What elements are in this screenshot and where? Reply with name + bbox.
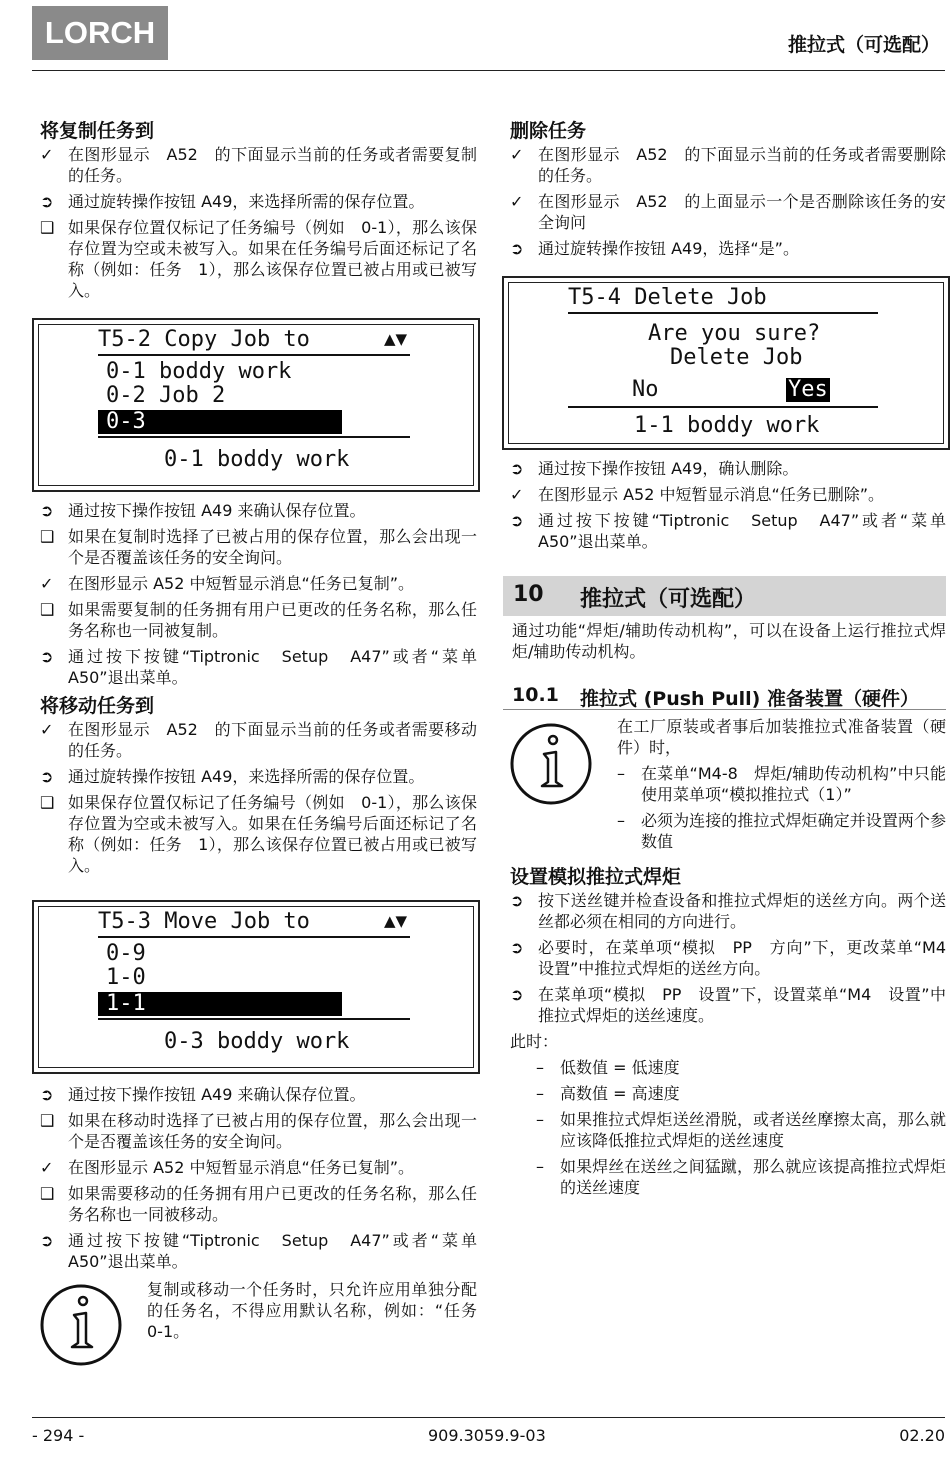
- list-item-text: 在图形显示 A52 的上面显示一个是否删除该任务的安全询问: [538, 192, 946, 232]
- lcd-title: T5-4 Delete Job: [568, 285, 767, 310]
- bullet-icon: ➲: [40, 1231, 54, 1250]
- bullet-icon: ➲: [40, 501, 54, 520]
- setup-section: [510, 864, 946, 1203]
- bullet-icon: ✓: [40, 574, 54, 593]
- list-item-text: 必要时，在菜单项“模拟 PP 方向”下，更改菜单“M4 设置”中推拉式焊炬的送丝方向。: [538, 938, 946, 978]
- list-item-text: 如果在复制时选择了已被占用的保存位置，那么会出现一个是否覆盖该任务的安全询问。: [68, 527, 477, 567]
- doc-date: 02.20: [899, 1426, 945, 1445]
- bullet-icon: ❑: [40, 1184, 55, 1203]
- list-item-text: 在图形显示 A52 的下面显示当前的任务或者需要移动的任务。: [68, 720, 477, 760]
- lorch-logo: LORCH: [32, 6, 168, 60]
- setup-list: [510, 890, 946, 1026]
- lcd-row-selected[interactable]: 1-1: [98, 992, 342, 1016]
- delete-list-2: [510, 458, 946, 552]
- scroll-arrows-icon: ▲▼: [384, 912, 408, 930]
- bullet-icon: ✓: [40, 720, 54, 739]
- lcd-row[interactable]: 1-0: [106, 965, 146, 990]
- scroll-arrows-icon: ▲▼: [384, 330, 408, 348]
- lcd-divider: [568, 312, 878, 314]
- move-list-1: [40, 719, 477, 876]
- lcd-footer: 1-1 boddy work: [634, 413, 820, 438]
- copy-list-1: [40, 144, 477, 301]
- bullet-icon: ➲: [510, 891, 524, 910]
- lcd-row[interactable]: 0-9: [106, 941, 146, 966]
- dash-item-text: 高数值 = 高速度: [560, 1084, 680, 1103]
- lcd-title: T5-3 Move Job to: [98, 909, 310, 934]
- list-item: [40, 646, 477, 688]
- dash-item-text: 如果推拉式焊炬送丝滑脱，或者送丝摩擦太高，那么就应该降低推拉式焊炬的送丝速度: [560, 1110, 946, 1150]
- list-item-text: 通过按下按键“Tiptronic Setup A47”或者“菜单 A50”退出菜单。: [68, 647, 477, 687]
- lcd-divider: [98, 436, 410, 438]
- copy-heading: 将复制任务到: [40, 120, 155, 142]
- bullet-icon: ❑: [40, 218, 55, 237]
- list-item: [510, 458, 946, 479]
- dash-icon: –: [536, 1084, 544, 1103]
- lcd-row[interactable]: 0-2 Job 2: [106, 383, 226, 408]
- list-item: [40, 1110, 477, 1152]
- dash-item-text: 如果焊丝在送丝之间猛蹴，那么就应该提高推拉式焊炬的送丝速度: [560, 1157, 946, 1197]
- dash-item: [617, 763, 946, 805]
- dash-item-text: 在菜单“M4-8 焊炬/辅助传动机构”中只能使用菜单项“模拟推拉式（1）”: [641, 764, 946, 804]
- list-item: [510, 510, 946, 552]
- yes-option[interactable]: Yes: [788, 377, 828, 402]
- delete-heading: 删除任务: [510, 120, 587, 142]
- header-divider: [32, 70, 945, 71]
- info-block: [617, 716, 946, 857]
- list-item: [40, 1084, 477, 1105]
- list-item: [40, 766, 477, 787]
- lcd-question: Are you sure?: [648, 321, 821, 346]
- bullet-icon: ✓: [40, 1158, 54, 1177]
- lcd-action: Delete Job: [670, 345, 803, 370]
- lcd-row-selected[interactable]: 0-3: [98, 410, 342, 434]
- copy-section: [40, 118, 477, 306]
- bullet-icon: ➲: [510, 239, 524, 258]
- bullet-icon: ➲: [40, 192, 54, 211]
- info-dash-list: [617, 763, 946, 852]
- list-item-text: 通过旋转操作按钮 A49，选择“是”。: [538, 239, 799, 258]
- bullet-icon: ➲: [510, 511, 524, 530]
- dash-icon: –: [617, 811, 625, 830]
- list-item-text: 通过按下操作按钮 A49，确认删除。: [538, 459, 799, 478]
- lcd-row[interactable]: 0-1 boddy work: [106, 359, 292, 384]
- list-item-text: 通过旋转操作按钮 A49，来选择所需的保存位置。: [68, 767, 425, 786]
- bullet-icon: ❑: [40, 793, 55, 812]
- info-icon: [508, 722, 594, 806]
- setup-heading: 设置模拟推拉式焊炬: [510, 866, 682, 888]
- dash-item-text: 必须为连接的推拉式焊炬确定并设置两个参数值: [641, 811, 946, 851]
- list-item: [40, 1230, 477, 1272]
- subsection-underline: [503, 709, 946, 710]
- info-text: 在工厂原装或者事后加装推拉式准备装置（硬件）时，: [617, 717, 946, 757]
- list-item: [40, 573, 477, 594]
- lcd-divider: [98, 936, 410, 938]
- move-heading: 将移动任务到: [40, 695, 155, 717]
- list-item-text: 通过按下操作按钮 A49 来确认保存位置。: [68, 1085, 366, 1104]
- section-intro: 通过功能“焊炬/辅助传动机构”，可以在设备上运行推拉式焊炬/辅助传动机构。: [512, 621, 946, 661]
- bullet-icon: ➲: [40, 647, 54, 666]
- list-item-text: 在图形显示 A52 中短暂显示消息“任务已复制”。: [68, 1158, 415, 1177]
- delete-section: [510, 118, 946, 264]
- list-item-text: 按下送丝键并检查设备和推拉式焊炬的送丝方向。两个送丝都必须在相同的方向进行。: [538, 891, 946, 931]
- doc-number: 909.3059.9-03: [428, 1426, 546, 1445]
- list-item: [40, 599, 477, 641]
- bullet-icon: ✓: [510, 145, 524, 164]
- move-list-2: [40, 1084, 477, 1272]
- lcd-divider: [98, 354, 410, 356]
- lcd-move-job: [32, 900, 480, 1074]
- lcd-title: T5-2 Copy Job to: [98, 327, 310, 352]
- list-item-text: 在菜单项“模拟 PP 设置”下，设置菜单“M4 设置”中推拉式焊炬的送丝速度。: [538, 985, 946, 1025]
- bullet-icon: ➲: [40, 1085, 54, 1104]
- dash-item: [617, 810, 946, 852]
- dash-icon: –: [536, 1157, 544, 1176]
- dash-icon: –: [536, 1110, 544, 1129]
- list-item: [40, 144, 477, 186]
- section-number: 10: [513, 582, 544, 607]
- list-item: [510, 191, 946, 233]
- list-item-text: 通过按下操作按钮 A49 来确认保存位置。: [68, 501, 366, 520]
- list-item: [510, 484, 946, 505]
- lcd-delete-job: [502, 276, 950, 450]
- lcd-divider: [568, 406, 878, 408]
- bullet-icon: ✓: [510, 485, 524, 504]
- list-item-text: 如果保存位置仅标记了任务编号（例如 0-1），那么该保存位置为空或未被写入。如果在任务编号后面还标记了名称（例如：任务 1），那么该保存位置已被占用或已被写入。: [68, 793, 477, 875]
- dash-icon: –: [617, 764, 625, 783]
- list-item-text: 如果保存位置仅标记了任务编号（例如 0-1），那么该保存位置为空或未被写入。如果在任务编号后面还标记了名称（例如：任务 1），那么该保存位置已被占用或已被写入。: [68, 218, 477, 300]
- list-item-text: 在图形显示 A52 的下面显示当前的任务或者需要删除的任务。: [538, 145, 946, 185]
- bullet-icon: ➲: [40, 767, 54, 786]
- list-item-text: 在图形显示 A52 中短暂显示消息“任务已复制”。: [68, 574, 415, 593]
- bullet-icon: ✓: [40, 145, 54, 164]
- bullet-icon: ✓: [510, 192, 524, 211]
- list-item-text: 在图形显示 A52 中短暂显示消息“任务已删除”。: [538, 485, 885, 504]
- list-item: [510, 984, 946, 1026]
- list-item: [40, 526, 477, 568]
- list-item-text: 如果需要复制的任务拥有用户已更改的任务名称，那么任务名称也一同被复制。: [68, 600, 477, 640]
- list-item: [40, 191, 477, 212]
- page-header-title: 推拉式（可选配）: [787, 34, 940, 56]
- list-item: [510, 238, 946, 259]
- bullet-icon: ➲: [510, 985, 524, 1004]
- copy-list-2: [40, 500, 477, 688]
- list-item-text: 如果需要移动的任务拥有用户已更改的任务名称，那么任务名称也一同被移动。: [68, 1184, 477, 1224]
- lcd-footer: 0-3 boddy work: [164, 1029, 350, 1054]
- subsection-title: 推拉式 (Push Pull) 准备装置（硬件）: [580, 688, 919, 710]
- list-item: [40, 1183, 477, 1225]
- list-item-text: 通过按下按键“Tiptronic Setup A47”或者“菜单 A50”退出菜单。: [68, 1231, 477, 1271]
- list-item: [510, 144, 946, 186]
- lcd-footer: 0-1 boddy work: [164, 447, 350, 472]
- dash-item: [536, 1109, 946, 1151]
- footer-divider: [32, 1417, 945, 1418]
- list-item-text: 如果在移动时选择了已被占用的保存位置，那么会出现一个是否覆盖该任务的安全询问。: [68, 1111, 477, 1151]
- list-item-text: 通过按下按键“Tiptronic Setup A47”或者“菜单 A50”退出菜单。: [538, 511, 946, 551]
- subsection-number: 10.1: [512, 684, 559, 706]
- list-item-text: 在图形显示 A52 的下面显示当前的任务或者需要复制的任务。: [68, 145, 477, 185]
- no-option[interactable]: No: [632, 377, 659, 402]
- at-this-label: 此时：: [510, 1032, 559, 1051]
- speed-dash-list: [510, 1057, 946, 1198]
- lcd-divider: [98, 1018, 410, 1020]
- section-heading-bar: [503, 576, 946, 616]
- bullet-icon: ➲: [510, 938, 524, 957]
- delete-list-2-wrap: [510, 458, 946, 557]
- page-number: - 294 -: [32, 1426, 85, 1445]
- list-item: [40, 719, 477, 761]
- section-title: 推拉式（可选配）: [580, 587, 757, 612]
- list-item-text: 通过旋转操作按钮 A49，来选择所需的保存位置。: [68, 192, 425, 211]
- list-item: [510, 937, 946, 979]
- bullet-icon: ❑: [40, 600, 55, 619]
- copy-list-2-wrap: [40, 500, 477, 881]
- dash-icon: –: [536, 1058, 544, 1077]
- list-item: [40, 1157, 477, 1178]
- dash-item: [536, 1083, 946, 1104]
- dash-item: [536, 1156, 946, 1198]
- note-text: 复制或移动一个任务时，只允许应用单独分配的任务名，不得应用默认名称，例如：“任务 0-1。: [147, 1280, 477, 1341]
- bullet-icon: ❑: [40, 1111, 55, 1130]
- move-list-2-wrap: [40, 1084, 477, 1277]
- delete-list-1: [510, 144, 946, 259]
- list-item: [510, 890, 946, 932]
- bullet-icon: ➲: [510, 459, 524, 478]
- list-item: [40, 500, 477, 521]
- list-item: [40, 217, 477, 301]
- list-item: [40, 792, 477, 876]
- info-icon: [38, 1283, 124, 1367]
- bullet-icon: ❑: [40, 527, 55, 546]
- dash-item: [536, 1057, 946, 1078]
- dash-item-text: 低数值 = 低速度: [560, 1058, 680, 1077]
- lcd-copy-job: [32, 318, 480, 492]
